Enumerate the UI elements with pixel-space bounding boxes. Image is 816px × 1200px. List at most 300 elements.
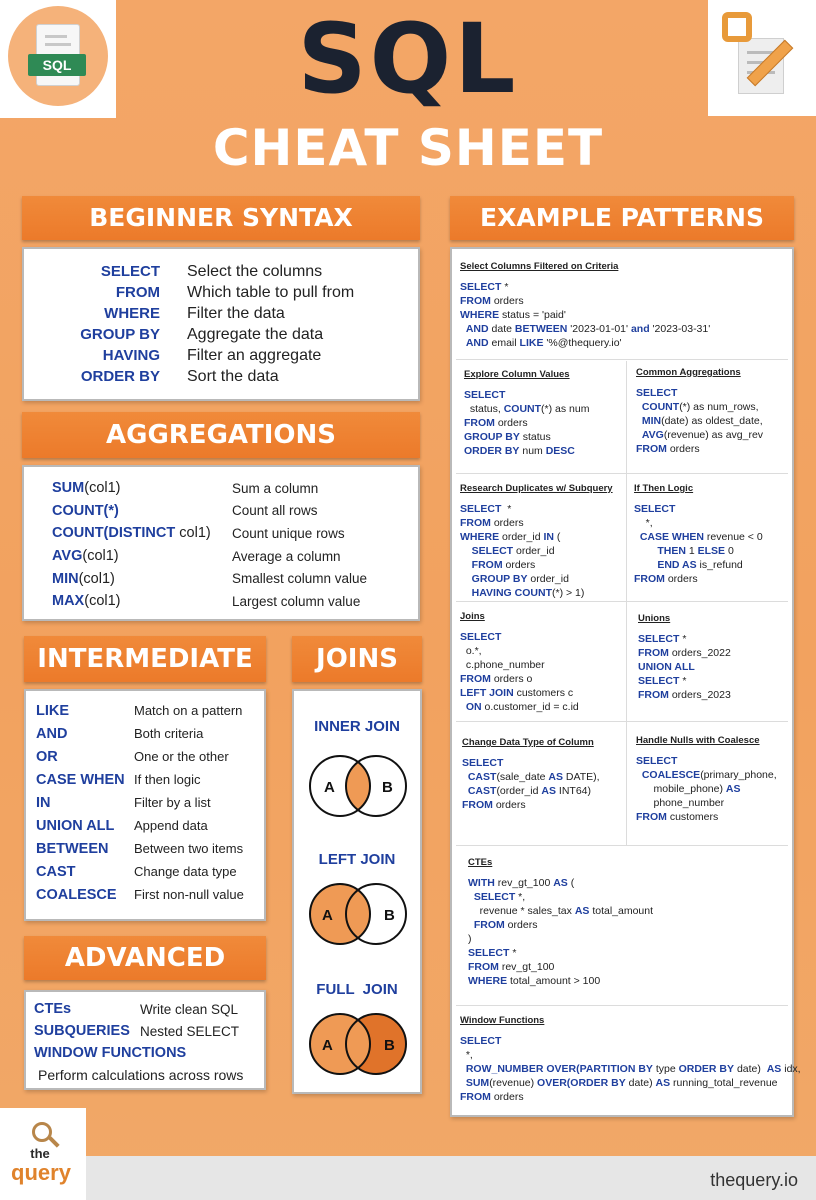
code-text: status — [519, 431, 551, 443]
code-text: orders — [502, 559, 536, 571]
code-line — [638, 688, 784, 702]
intermediate-row — [26, 791, 264, 814]
intermediate-desc: Append data — [134, 818, 208, 833]
example-code — [460, 280, 784, 350]
aggregation-arg: (col1) — [84, 480, 121, 497]
code-line — [462, 770, 620, 784]
code-keyword: ORDER BY — [464, 445, 520, 457]
code-text: order_id — [527, 573, 569, 585]
code-keyword: FROM — [634, 573, 665, 585]
brand-query: query — [11, 1160, 71, 1185]
intermediate-card — [24, 689, 266, 921]
code-line — [636, 386, 784, 400]
code-keyword: COUNT — [514, 587, 552, 599]
aggregation-row — [24, 590, 418, 613]
code-text: * — [679, 675, 687, 687]
aggregation-fn: COUNT(DISTINCT — [52, 525, 176, 542]
advanced-desc: Nested SELECT — [140, 1023, 240, 1039]
example-code — [462, 756, 620, 812]
code-keyword: SELECT — [636, 755, 678, 767]
example-window-functions — [452, 1007, 801, 1111]
intermediate-keyword: IN — [36, 794, 51, 811]
code-line — [636, 768, 784, 782]
left-a-label: A — [322, 907, 333, 924]
code-text: total_amount > 100 — [507, 975, 601, 987]
code-keyword: SELECT — [471, 545, 514, 557]
aggregation-function — [24, 503, 232, 519]
code-line — [460, 1034, 784, 1048]
code-keyword: SELECT — [638, 675, 680, 687]
intermediate-desc: Between two items — [134, 841, 244, 856]
aggregation-row — [24, 500, 418, 523]
intermediate-banner: INTERMEDIATE — [24, 636, 266, 682]
code-text: orders_2023 — [668, 689, 731, 701]
code-text: customers c — [513, 687, 574, 699]
beginner-desc: Sort the data — [187, 367, 279, 385]
code-text: * — [501, 281, 509, 293]
inner-a-label: A — [324, 779, 335, 796]
aggregation-desc: Count all rows — [232, 503, 318, 519]
beginner-keyword: HAVING — [102, 347, 160, 364]
intermediate-desc: Match on a pattern — [134, 703, 243, 718]
code-line — [634, 572, 784, 586]
code-keyword: MIN — [641, 415, 662, 427]
code-line — [460, 1090, 784, 1104]
code-keyword: FROM — [636, 811, 667, 823]
code-keyword: AS — [725, 783, 741, 795]
code-text: running_total_revenue — [670, 1077, 778, 1089]
code-text: o.*, — [460, 645, 482, 657]
example-joins — [452, 603, 628, 719]
code-text: *, — [515, 891, 526, 903]
code-line — [468, 960, 782, 974]
intermediate-keyword: CASE WHEN — [36, 771, 125, 788]
inner-join-diagram — [306, 751, 410, 821]
aggregation-arg: (col1) — [84, 593, 121, 610]
example-unions — [630, 605, 792, 721]
code-text: o.customer_id = c.id — [481, 701, 579, 713]
code-keyword: COALESCE — [641, 769, 701, 781]
advanced-keyword: CTEs — [34, 1001, 72, 1017]
code-line — [460, 672, 620, 686]
example-code — [460, 1034, 801, 1104]
code-keyword: HAVING — [471, 587, 512, 599]
code-text — [460, 573, 472, 585]
code-text: (*) as num_rows, — [679, 401, 759, 413]
joins-banner: JOINS — [292, 636, 422, 682]
code-keyword: SELECT — [464, 389, 506, 401]
intermediate-row — [26, 699, 264, 722]
code-keyword: FROM — [471, 559, 503, 571]
code-keyword: IN — [543, 531, 554, 543]
code-text: * — [509, 947, 517, 959]
code-text: (*) > 1) — [552, 587, 585, 599]
code-text: total_amount — [589, 905, 654, 917]
code-text: num — [519, 445, 546, 457]
example-code — [468, 876, 782, 988]
code-keyword: THEN — [657, 545, 686, 557]
code-line — [468, 918, 782, 932]
code-line — [460, 1076, 784, 1090]
code-line — [460, 644, 620, 658]
code-text: date — [488, 323, 515, 335]
aggregation-function — [24, 548, 232, 564]
intermediate-row — [26, 883, 264, 906]
code-text: c.phone_number — [460, 659, 545, 671]
example-title: If Then Logic — [634, 483, 694, 494]
code-text — [460, 545, 472, 557]
code-keyword: BETWEEN — [514, 323, 568, 335]
aggregation-function — [24, 525, 232, 541]
code-text: ) — [468, 933, 472, 945]
code-line — [468, 890, 782, 904]
aggregation-desc: Sum a column — [232, 480, 319, 496]
beginner-row — [24, 324, 418, 345]
code-text: order_id — [513, 545, 555, 557]
code-line — [638, 632, 784, 646]
code-text: (date) as oldest_date, — [661, 415, 763, 427]
inner-b-label: B — [382, 779, 393, 796]
example-title: Unions — [638, 613, 671, 624]
code-text: revenue * sales_tax — [468, 905, 575, 917]
beginner-row — [24, 345, 418, 366]
code-line — [460, 572, 620, 586]
example-explore-values — [456, 361, 624, 473]
example-patterns-banner: EXAMPLE PATTERNS — [450, 196, 794, 240]
beginner-row — [24, 261, 418, 282]
intermediate-keyword: COALESCE — [36, 886, 117, 903]
code-text: orders — [490, 517, 524, 529]
code-keyword: AS — [553, 877, 568, 889]
aggregation-fn: MIN — [52, 570, 79, 587]
code-text: (primary_phone, — [700, 769, 777, 781]
code-keyword: FROM — [460, 295, 491, 307]
code-line — [460, 280, 784, 294]
beginner-syntax-banner: BEGINNER SYNTAX — [22, 196, 420, 240]
code-text: revenue < 0 — [704, 531, 763, 543]
example-code — [460, 630, 620, 714]
code-keyword: SELECT — [462, 757, 504, 769]
code-text: (order_id — [496, 785, 542, 797]
code-keyword: FROM — [473, 919, 505, 931]
code-line — [636, 414, 784, 428]
intermediate-keyword: UNION ALL — [36, 817, 115, 834]
code-keyword: CASE WHEN — [639, 531, 705, 543]
intermediate-row — [26, 745, 264, 768]
code-keyword: SELECT — [634, 503, 676, 515]
intermediate-desc: One or the other — [134, 749, 229, 764]
aggregation-fn: COUNT(*) — [52, 502, 119, 519]
code-line — [460, 294, 784, 308]
beginner-desc: Filter an aggregate — [187, 346, 322, 364]
beginner-desc: Which table to pull from — [187, 283, 355, 301]
code-line — [460, 516, 620, 530]
example-coalesce — [628, 727, 792, 837]
intermediate-keyword: LIKE — [36, 702, 70, 719]
code-line — [464, 444, 616, 458]
intermediate-row — [26, 722, 264, 745]
code-line — [460, 308, 784, 322]
code-keyword: CAST — [467, 785, 497, 797]
code-text: 0 — [725, 545, 734, 557]
code-text: (revenue) — [489, 1077, 538, 1089]
example-code — [636, 386, 784, 456]
code-line — [464, 430, 616, 444]
code-text: mobile_phone) — [636, 783, 726, 795]
code-keyword: LIKE — [519, 337, 544, 349]
code-keyword: FROM — [460, 1091, 491, 1103]
advanced-card — [24, 990, 266, 1090]
code-keyword: SELECT — [460, 1035, 502, 1047]
code-keyword: DESC — [545, 445, 575, 457]
code-line — [460, 630, 620, 644]
inner-join-label: INNER JOIN — [314, 718, 400, 735]
code-text: (*) as num — [541, 403, 590, 415]
code-keyword: FROM — [636, 443, 667, 455]
aggregation-desc: Largest column value — [232, 593, 361, 609]
code-line — [460, 658, 620, 672]
intermediate-row — [26, 814, 264, 837]
code-keyword: AVG — [641, 429, 664, 441]
left-join-label: LEFT JOIN — [318, 851, 396, 868]
aggregations-card — [22, 465, 420, 621]
full-join-label: FULL JOIN — [316, 981, 398, 998]
aggregation-function — [24, 480, 232, 496]
code-keyword: AS — [766, 1063, 782, 1075]
intermediate-desc: Filter by a list — [134, 795, 211, 810]
intermediate-keyword: OR — [36, 748, 58, 765]
code-text: customers — [666, 811, 719, 823]
code-text: ( — [553, 531, 561, 543]
page-title: SQL — [297, 3, 519, 115]
code-keyword: CAST — [467, 771, 497, 783]
page-subtitle: CHEAT SHEET — [212, 119, 604, 177]
aggregation-row — [24, 522, 418, 545]
code-text: orders — [666, 443, 700, 455]
full-a-label: A — [322, 1037, 333, 1054]
code-text: (revenue) as avg_rev — [663, 429, 764, 441]
code-text: idx, — [781, 1063, 801, 1075]
code-line — [636, 754, 784, 768]
code-line — [460, 1048, 784, 1062]
code-text: orders o — [490, 673, 533, 685]
code-line — [468, 932, 782, 946]
code-text: orders — [494, 417, 528, 429]
beginner-row — [24, 282, 418, 303]
intermediate-desc: First non-null value — [134, 887, 244, 902]
code-keyword: and — [630, 323, 650, 335]
example-title: Joins — [460, 611, 485, 622]
code-keyword: SELECT — [460, 631, 502, 643]
code-line — [634, 502, 784, 516]
code-line — [634, 530, 784, 544]
code-line — [460, 544, 620, 558]
code-text: 1 — [685, 545, 698, 557]
code-text: rev_gt_100 — [498, 961, 555, 973]
code-keyword: COUNT — [503, 403, 542, 415]
code-text: orders — [504, 919, 538, 931]
aggregation-row — [24, 567, 418, 590]
beginner-keyword: GROUP BY — [80, 326, 160, 343]
intermediate-keyword: CAST — [36, 863, 76, 880]
aggregation-desc: Average a column — [232, 548, 341, 564]
beginner-keyword: SELECT — [100, 263, 160, 280]
advanced-keyword: SUBQUERIES — [34, 1023, 130, 1039]
aggregation-arg: (col1) — [78, 570, 115, 587]
aggregation-function — [24, 571, 232, 587]
intermediate-keyword: BETWEEN — [36, 840, 109, 857]
aggregation-fn: MAX — [52, 593, 85, 610]
code-keyword: SUM — [465, 1077, 490, 1089]
intermediate-list — [26, 699, 264, 906]
code-line — [634, 544, 784, 558]
code-keyword: AS — [655, 1077, 671, 1089]
code-line — [464, 402, 616, 416]
code-text: orders — [490, 295, 524, 307]
code-line — [636, 428, 784, 442]
full-b-label: B — [384, 1037, 395, 1054]
code-line — [636, 442, 784, 456]
beginner-keyword: FROM — [115, 284, 160, 301]
example-code — [638, 632, 784, 702]
example-title: Change Data Type of Column — [462, 737, 594, 748]
code-keyword: SELECT — [460, 503, 502, 515]
code-keyword: SELECT — [638, 633, 680, 645]
code-keyword: FROM — [460, 673, 491, 685]
intermediate-row — [26, 768, 264, 791]
example-ctes — [460, 849, 790, 999]
code-line — [460, 336, 784, 350]
code-keyword: FROM — [460, 517, 491, 529]
code-keyword: SELECT — [636, 387, 678, 399]
code-keyword: SELECT — [468, 947, 510, 959]
code-keyword: FROM — [638, 689, 669, 701]
code-keyword: OVER(ORDER BY — [537, 1077, 626, 1089]
advanced-row — [34, 998, 264, 1020]
code-text — [460, 559, 472, 571]
code-keyword: FROM — [462, 799, 493, 811]
code-text: (sale_date — [496, 771, 549, 783]
code-line — [464, 416, 616, 430]
code-keyword: FROM — [468, 961, 499, 973]
code-keyword: AND — [465, 323, 489, 335]
code-line — [638, 646, 784, 660]
advanced-list — [34, 998, 264, 1042]
code-text: orders — [664, 573, 698, 585]
aggregation-function — [24, 593, 232, 609]
code-text — [634, 545, 657, 557]
brand-the: the — [30, 1146, 50, 1161]
code-line — [468, 876, 782, 890]
beginner-row — [24, 303, 418, 324]
joins-card — [292, 689, 422, 1094]
code-text: status = 'paid' — [499, 309, 566, 321]
code-keyword: ELSE — [697, 545, 726, 557]
code-line — [460, 558, 620, 572]
aggregation-row — [24, 477, 418, 500]
code-text: email — [488, 337, 520, 349]
window-functions-keyword: WINDOW FUNCTIONS — [34, 1045, 187, 1061]
window-functions-desc: Perform calculations across rows — [38, 1067, 244, 1083]
code-line — [460, 1062, 801, 1076]
beginner-row — [24, 366, 418, 387]
code-keyword: FROM — [638, 647, 669, 659]
code-line — [462, 756, 620, 770]
aggregation-fn: AVG — [52, 548, 83, 565]
code-text — [634, 559, 657, 571]
aggregations-banner: AGGREGATIONS — [22, 412, 420, 458]
code-keyword: COUNT — [641, 401, 680, 413]
code-text: '2023-03-31' — [649, 323, 711, 335]
aggregations-list — [24, 477, 418, 613]
example-duplicates — [452, 475, 628, 599]
example-common-aggregations — [628, 359, 792, 471]
code-line — [460, 502, 620, 516]
beginner-syntax-card — [22, 247, 420, 401]
example-title: Research Duplicates w/ Subquery — [460, 483, 613, 494]
code-keyword: ON — [465, 701, 482, 713]
code-line — [462, 798, 620, 812]
code-text: *, — [460, 1049, 473, 1061]
intermediate-row — [26, 860, 264, 883]
aggregation-arg: (col1) — [82, 548, 119, 565]
code-line — [634, 558, 784, 572]
beginner-desc: Filter the data — [187, 304, 285, 322]
website-url[interactable]: thequery.io — [710, 1170, 798, 1190]
code-line — [638, 674, 784, 688]
beginner-keyword: WHERE — [104, 305, 160, 322]
beginner-desc: Aggregate the data — [187, 325, 324, 343]
code-text: * — [679, 633, 687, 645]
code-text — [460, 587, 472, 599]
code-text: DATE), — [562, 771, 600, 783]
code-text: order_id — [499, 531, 544, 543]
aggregation-row — [24, 545, 418, 568]
code-text: '%@thequery.io' — [543, 337, 622, 349]
code-line — [460, 586, 620, 600]
full-join-diagram — [306, 1009, 410, 1079]
intermediate-row — [26, 837, 264, 860]
example-code — [460, 502, 620, 600]
example-code — [634, 502, 784, 586]
code-line — [636, 796, 784, 810]
example-title: Common Aggregations — [636, 367, 741, 378]
code-keyword: ROW_NUMBER OVER(PARTITION BY — [465, 1063, 653, 1075]
example-title: CTEs — [468, 857, 493, 868]
code-text: type — [652, 1063, 679, 1075]
code-text: *, — [634, 517, 653, 529]
example-title: Handle Nulls with Coalesce — [636, 735, 760, 746]
code-line — [464, 388, 616, 402]
code-text: date) — [734, 1063, 767, 1075]
code-text: '2023-01-01' — [567, 323, 631, 335]
code-line — [460, 322, 784, 336]
code-line — [460, 530, 620, 544]
example-title: Window Functions — [460, 1015, 545, 1026]
example-cast — [454, 729, 628, 839]
code-keyword: LEFT JOIN — [460, 687, 514, 699]
code-keyword: SELECT — [473, 891, 516, 903]
code-text: orders_2022 — [668, 647, 731, 659]
advanced-row — [34, 1020, 264, 1042]
example-patterns-card — [450, 247, 801, 1117]
code-keyword: AS — [548, 771, 563, 783]
aggregation-desc: Smallest column value — [232, 571, 368, 587]
code-keyword: WHERE — [468, 975, 508, 987]
code-line — [468, 946, 782, 960]
code-keyword: WHERE — [460, 531, 500, 543]
beginner-syntax-list — [24, 261, 418, 387]
